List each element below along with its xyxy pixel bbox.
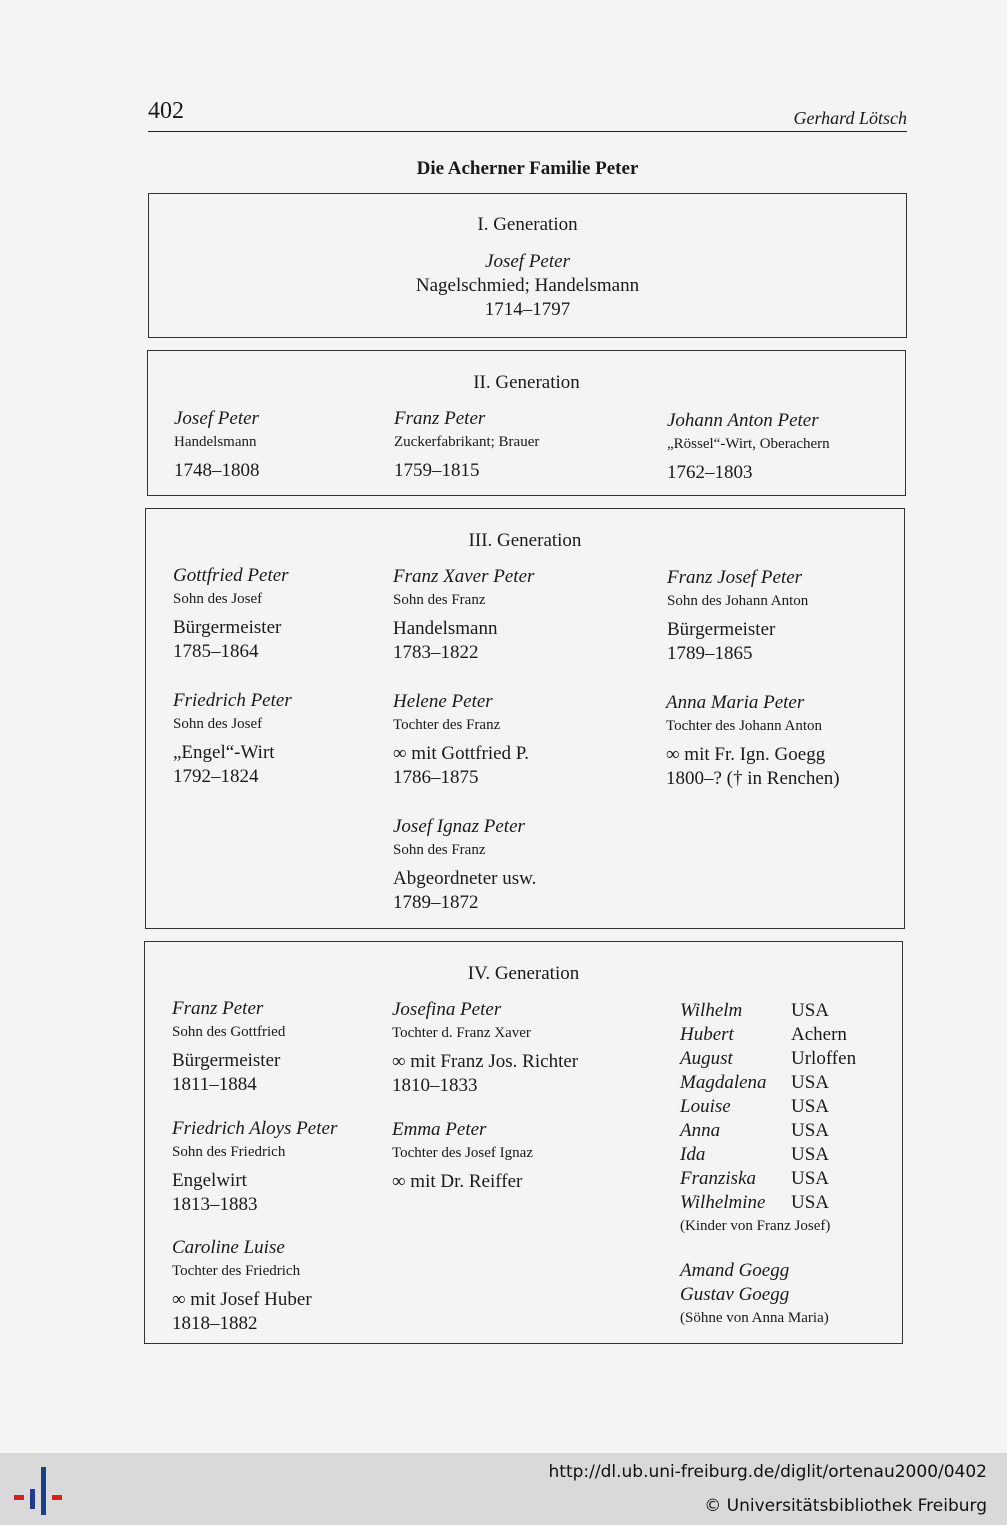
person-detail: Bürgermeister <box>172 1050 281 1071</box>
child-place: USA <box>791 1120 830 1141</box>
person-detail: Bürgermeister <box>173 617 282 638</box>
generation-3-person <box>393 815 536 915</box>
generation-3-person <box>173 689 292 789</box>
generation-3-person <box>393 690 529 790</box>
generation-1-heading: I. Generation <box>477 214 578 235</box>
person-name: Josef Peter <box>485 251 570 272</box>
person-dates: 1810–1833 <box>392 1075 478 1096</box>
generation-4-heading: IV. Generation <box>467 963 580 984</box>
generation-4-person <box>392 1118 533 1194</box>
person-name: Helene Peter <box>393 691 493 712</box>
person-detail: Handelsmann <box>393 618 498 639</box>
person-dates: 1759–1815 <box>394 460 480 481</box>
child-place: USA <box>791 1072 830 1093</box>
generation-3-person <box>393 565 534 665</box>
page-title: Die Acherner Familie Peter <box>416 158 639 179</box>
person-relation: Sohn des Johann Anton <box>667 593 809 609</box>
person-info: Handelsmann <box>174 434 257 450</box>
generation-4-person <box>172 1236 312 1336</box>
person-name: Caroline Luise <box>172 1237 285 1258</box>
generation-3-heading: III. Generation <box>468 530 582 551</box>
person-dates: 1789–1865 <box>667 643 753 664</box>
person-name: Gottfried Peter <box>173 565 289 586</box>
son-name: Amand Goegg <box>680 1260 790 1281</box>
child-row <box>680 1095 856 1119</box>
person-dates: 1783–1822 <box>393 642 479 663</box>
child-name: Hubert <box>680 1024 734 1045</box>
child-place: USA <box>791 1096 830 1117</box>
person-name: Franz Josef Peter <box>667 567 803 588</box>
person-dates: 1714–1797 <box>484 299 571 320</box>
son-name: Gustav Goegg <box>680 1284 790 1305</box>
generation-1-person <box>149 250 906 322</box>
person-name: Josefina Peter <box>392 999 502 1020</box>
person-relation: Sohn des Franz <box>393 592 486 608</box>
person-detail: Bürgermeister <box>667 619 776 640</box>
person-dates: 1786–1875 <box>393 767 479 788</box>
running-head-author: Gerhard Lötsch <box>793 108 907 128</box>
generation-3-box <box>145 508 905 929</box>
person-dates: 1762–1803 <box>667 462 753 483</box>
person-detail: ∞ mit Josef Huber <box>172 1289 312 1310</box>
person-name: Friedrich Aloys Peter <box>172 1118 338 1139</box>
permalink-url[interactable]: http://dl.ub.uni-freiburg.de/diglit/ortenau2000/0402 <box>548 1462 987 1482</box>
person-relation: Sohn des Gottfried <box>172 1024 286 1040</box>
person-name: Franz Peter <box>394 408 486 429</box>
person-name: Franz Xaver Peter <box>393 566 535 587</box>
person-relation: Sohn des Josef <box>173 591 263 607</box>
child-name: Wilhelm <box>680 1000 743 1021</box>
person-info: „Rössel“-Wirt, Oberachern <box>667 436 830 452</box>
child-place: Achern <box>791 1024 847 1045</box>
child-place: USA <box>791 1144 830 1165</box>
generation-3-person <box>667 566 808 666</box>
person-name: Johann Anton Peter <box>667 410 819 431</box>
generation-1-box <box>148 193 907 338</box>
person-dates: 1818–1882 <box>172 1313 258 1334</box>
person-info: Zuckerfabrikant; Brauer <box>394 434 540 450</box>
person-name: Josef Ignaz Peter <box>393 816 525 837</box>
children-note: (Kinder von Franz Josef) <box>680 1218 831 1234</box>
children-list <box>680 999 856 1329</box>
person-relation: Sohn des Friedrich <box>172 1144 286 1160</box>
child-row <box>680 1023 856 1047</box>
child-place: USA <box>791 1000 830 1021</box>
child-place: USA <box>791 1192 830 1213</box>
person-detail: ∞ mit Fr. Ign. Goegg <box>666 744 826 765</box>
person-detail: ∞ mit Dr. Reiffer <box>392 1171 523 1192</box>
child-row <box>680 1119 856 1143</box>
child-name: Franziska <box>680 1168 756 1189</box>
person-dates: 1748–1808 <box>174 460 260 481</box>
person-relation: Tochter des Johann Anton <box>666 718 823 734</box>
ub-freiburg-logo-icon <box>14 1465 64 1517</box>
person-detail: Engelwirt <box>172 1170 247 1191</box>
person-dates: 1811–1884 <box>172 1074 257 1095</box>
child-row <box>680 999 856 1023</box>
person-name: Franz Peter <box>172 998 264 1019</box>
child-row <box>680 1047 856 1071</box>
person-relation: Sohn des Josef <box>173 716 263 732</box>
person-relation: Tochter des Josef Ignaz <box>392 1145 533 1161</box>
person-dates: 1785–1864 <box>173 641 259 662</box>
copyright-notice: © Universitätsbibliothek Freiburg <box>704 1496 987 1516</box>
generation-3-person <box>173 564 289 664</box>
person-dates: 1800–? († in Renchen) <box>666 768 840 789</box>
generation-2-box <box>147 350 906 496</box>
generation-3-person <box>666 691 840 791</box>
person-dates: 1789–1872 <box>393 892 479 913</box>
page-number: 402 <box>148 98 184 124</box>
person-relation: Tochter des Friedrich <box>172 1263 301 1279</box>
generation-2-person <box>394 407 539 483</box>
child-row <box>680 1167 856 1191</box>
child-place: USA <box>791 1168 830 1189</box>
child-row <box>680 1143 856 1167</box>
child-name: August <box>680 1048 733 1069</box>
person-relation: Sohn des Franz <box>393 842 486 858</box>
person-detail: ∞ mit Gottfried P. <box>393 743 529 764</box>
child-name: Louise <box>680 1096 731 1117</box>
sons-note: (Söhne von Anna Maria) <box>680 1310 829 1326</box>
child-place: Urloffen <box>791 1048 857 1069</box>
person-detail: ∞ mit Franz Jos. Richter <box>392 1051 579 1072</box>
person-name: Anna Maria Peter <box>666 692 805 713</box>
person-name: Friedrich Peter <box>173 690 292 711</box>
generation-4-person <box>172 1117 337 1217</box>
generation-2-person <box>174 407 260 483</box>
generation-4-box <box>144 941 903 1344</box>
child-row <box>680 1191 856 1215</box>
child-row <box>680 1071 856 1095</box>
person-dates: 1792–1824 <box>173 766 259 787</box>
child-name: Ida <box>680 1144 706 1165</box>
generation-4-person <box>392 998 578 1098</box>
child-name: Wilhelmine <box>680 1192 766 1213</box>
child-name: Anna <box>680 1120 721 1141</box>
person-occupation: Nagelschmied; Handelsmann <box>415 275 640 296</box>
person-detail: Abgeordneter usw. <box>393 868 537 889</box>
person-name: Josef Peter <box>174 408 259 429</box>
person-relation: Tochter des Franz <box>393 717 501 733</box>
generation-2-heading: II. Generation <box>473 372 580 393</box>
generation-2-person <box>667 409 830 485</box>
person-detail: „Engel“-Wirt <box>173 742 275 763</box>
generation-4-person <box>172 997 285 1097</box>
person-relation: Tochter d. Franz Xaver <box>392 1025 531 1041</box>
person-dates: 1813–1883 <box>172 1194 258 1215</box>
person-name: Emma Peter <box>392 1119 487 1140</box>
child-name: Magdalena <box>680 1072 767 1093</box>
header-rule <box>148 131 907 132</box>
